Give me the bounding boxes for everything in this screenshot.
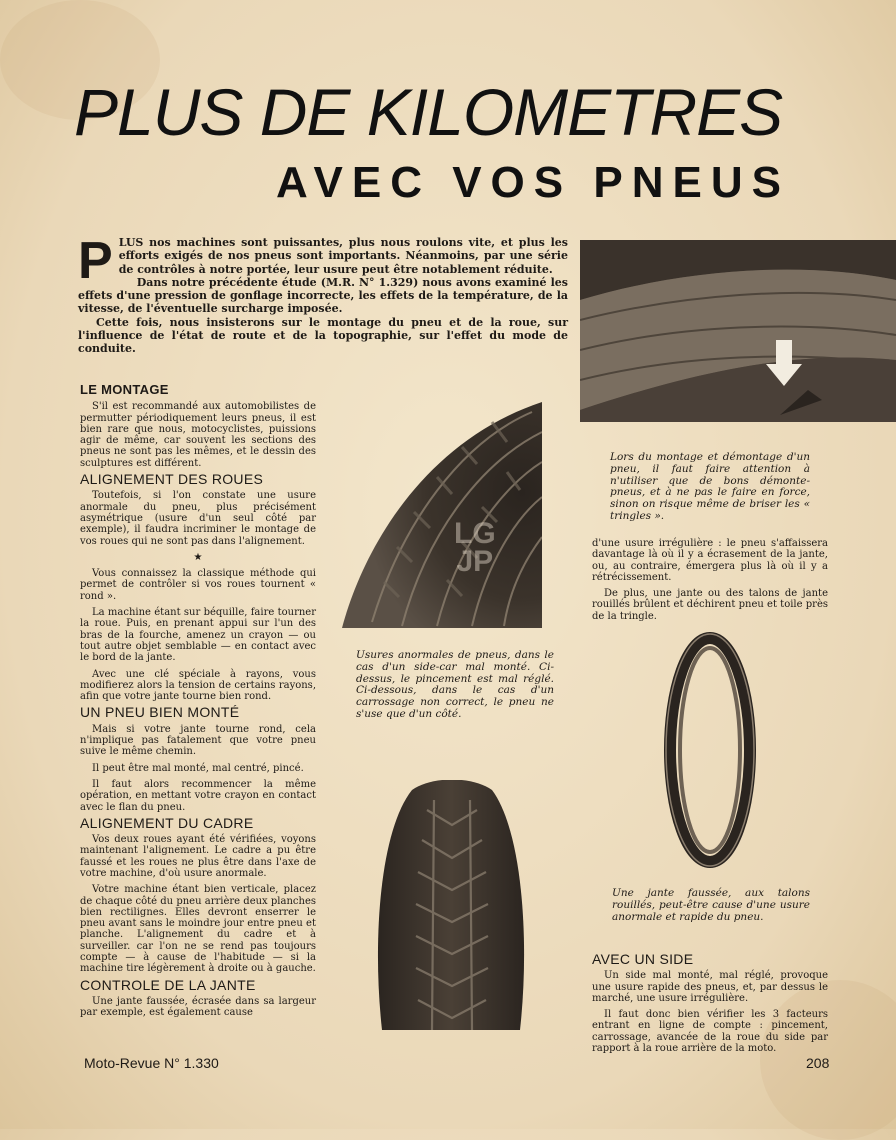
headline-line-2: AVEC VOS PNEUS — [276, 158, 790, 207]
right-column-text — [592, 538, 828, 627]
caption-jante-faussee: Une jante faussée, aux talons rouillés, peut-être cause d'une usure anormale et rapide du pneu. — [612, 887, 810, 923]
footer-issue: Moto-Revue N° 1.330 — [84, 1055, 219, 1071]
text-side-1: Un side mal monté, mal réglé, provoque une usure rapide des pneus, et, par dessus le marché, une usure irrégulière. — [592, 970, 828, 1004]
text-pneu-3: Il faut alors recommencer la même opération, en mettant votre crayon en contact avec le flan du pneu. — [80, 778, 316, 813]
heading-avec-un-side: AVEC UN SIDE — [592, 951, 694, 967]
text-align-2: Vous connaissez la classique méthode qui permet de contrôler si vos roues tournent « rond ». — [80, 568, 316, 602]
page-number: 208 — [806, 1055, 830, 1071]
text-jante-1: Une jante faussée, écrasée dans sa largeur par exemple, est également cause — [80, 995, 316, 1019]
text-align-3: La machine étant sur béquille, faire tourner la roue. Puis, en prenant appui sur l'un des bras de la fourche, amenez un crayon — ou tout autre objet semblable — en contact avec le bord de la jante. — [80, 607, 316, 664]
intro-p3: Cette fois, nous insisterons sur le montage du pneu et de la roue, sur l'influence de l'état de route et de la topographie, sur l'effet du mode de conduite. — [78, 315, 568, 356]
caption-demonte-pneus: Lors du montage et démontage d'un pneu, il faut faire attention à n'utiliser que de bons démonte-pneus, et à ne pas le faire en force, sinon on risque même de briser les « tringles ». — [610, 451, 810, 522]
watermark-lg: LG — [454, 517, 496, 550]
heading-controle-jante: CONTROLE DE LA JANTE — [80, 976, 256, 993]
heading-alignement-cadre: ALIGNEMENT DU CADRE — [80, 814, 254, 831]
text-side-2: Il faut donc bien vérifier les 3 facteurs entrant en ligne de compte : pincement, carrossage, avancée de la roue du side par rapport à la roue arrière de la moto. — [592, 1009, 828, 1055]
text-pneu-2: Il peut être mal monté, mal centré, pincé. — [92, 762, 304, 774]
caption-usures: Usures anormales de pneus, dans le cas d'un side-car mal monté. Ci-dessus, le pincement est mal réglé. Ci-dessous, dans le cas d'un carrossage non correct, le pneu ne s'use que d'un côté. — [356, 649, 554, 720]
star-separator: ★ — [193, 551, 203, 563]
text-pneu-1: Mais si votre jante tourne rond, cela n'implique pas fatalement que votre pneu suive le même chemin. — [80, 723, 316, 758]
text-align-1: Toutefois, si l'on constate une usure anormale du pneu, plus précisément asymétrique (usure d'un seul côté par exemple), il faudra incriminer le montage de vos roues qui ne sont pas dans l'alignement. — [80, 490, 316, 547]
text-align-4: Avec une clé spéciale à rayons, vous modifierez alors la tension de certains rayons, afin que votre jante tourne bien rond. — [80, 668, 316, 703]
rim-photo — [664, 632, 756, 868]
headline-line-1: PLUS DE KILOMETRES — [74, 75, 783, 149]
heading-pneu-bien-monte: UN PNEU BIEN MONTÉ — [80, 704, 240, 721]
intro-p2: Dans notre précédente étude (M.R. N° 1.329) nous avons examiné les effets d'une pression de gonflage incorrecte, les effets de la température, de la vitesse, de l'éventuelle surcharge imposée. — [78, 275, 568, 316]
tire-photo-bottom — [372, 780, 530, 1030]
intro-p1: LUS nos machines sont puissantes, plus nous roulons vite, et plus les efforts exigés de nos pneus sont importants. Néanmoins, par une série de contrôles à notre portée, leur usure peut être notablement réduite. — [118, 236, 568, 276]
tire-lever-photo — [580, 240, 896, 422]
text-cadre-2: Votre machine étant bien verticale, placez de chaque côté du pneu arrière deux planches bien rectilignes. Elles devront enserrer le pneu avant sans le moindre jour entre pneu et planche. L'alignement du cadre et à surveiller. car l'on ne se rend pas toujours compte — à cause de l'habitude — si la machine tire légèrement à droite ou à gauche. — [80, 884, 316, 975]
text-montage: S'il est recommandé aux automobilistes de permutter périodiquement leurs pneus, il est bien rare que nous, motocyclistes, puissions agir de même, car souvent les sections des pneus ne sont pas les mêmes, et le dessin des sculptures est différent. — [80, 401, 316, 469]
drop-cap: P — [78, 232, 113, 290]
side-section — [592, 950, 828, 1059]
heading-alignement-roues: ALIGNEMENT DES ROUES — [80, 471, 264, 488]
text-cadre-1: Vos deux roues ayant été vérifiées, voyons maintenant l'alignement. Le cadre a pu être faussé et les roues ne plus être dans l'axe de votre machine, d'où usure anormale. — [80, 834, 316, 879]
text-usure-irreguliere: d'une usure irrégulière : le pneu s'affaissera davantage là où il y a écrasement de la jante, ou, au contraire, émergera plus là où il y a rétrécissement. — [592, 538, 828, 583]
left-column — [80, 384, 316, 1024]
heading-montage: LE MONTAGE — [80, 382, 169, 397]
watermark-jp: JP — [456, 545, 494, 578]
intro-paragraph — [78, 232, 568, 356]
tire-tread-photo-top — [342, 402, 542, 628]
text-jante-rouillee: De plus, une jante ou des talons de jante rouillés brûlent et déchirent pneu et toile près de la tringle. — [592, 588, 828, 622]
